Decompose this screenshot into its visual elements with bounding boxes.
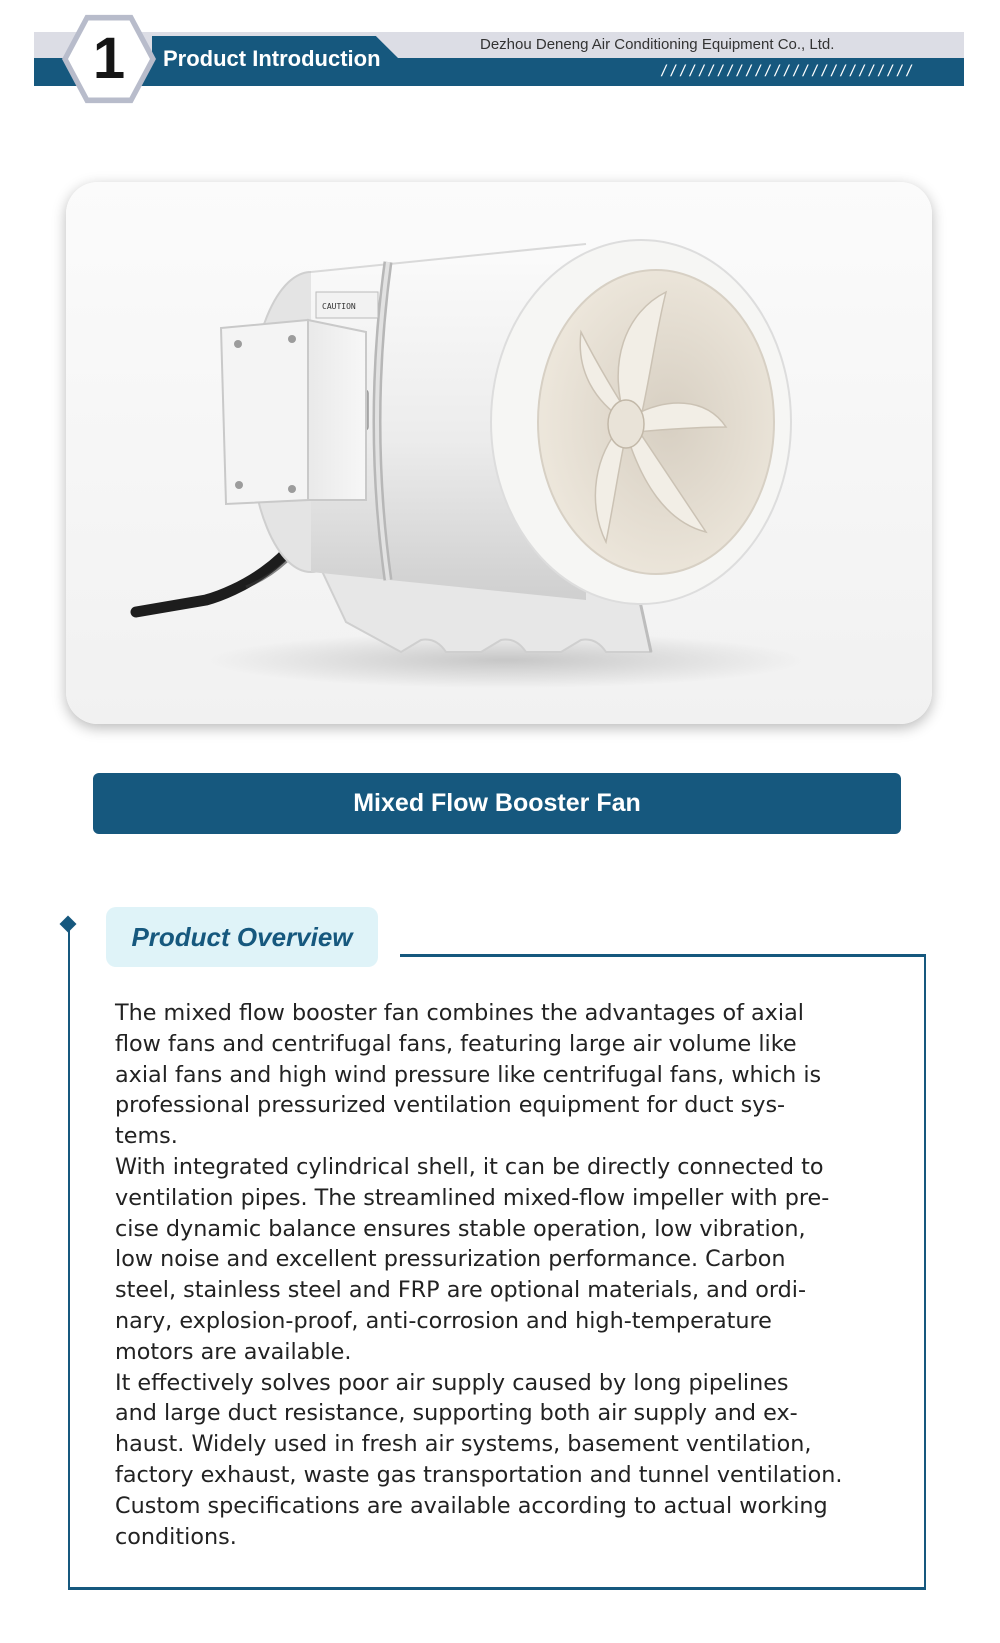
overview-line: ventilation pipes. The streamlined mixed-flow impeller with pre- <box>115 1184 830 1211</box>
section-title: Product Introduction <box>163 46 381 71</box>
caution-label: CAUTION <box>322 302 356 311</box>
overview-line: The mixed flow booster fan combines the advantages of axial <box>115 1000 804 1026</box>
decorative-slashes: /////////////////////////// <box>660 63 915 79</box>
overview-frame-bottom <box>68 1587 926 1590</box>
mixed-flow-fan-illustration <box>66 182 932 724</box>
overview-line: flow fans and centrifugal fans, featuring large air volume like <box>115 1030 797 1057</box>
overview-heading: Product Overview <box>131 922 353 952</box>
overview-line: factory exhaust, waste gas transportation and tunnel ventilation. <box>115 1461 843 1488</box>
impeller-hub <box>608 400 644 448</box>
overview-line: axial fans and high wind pressure like centrifugal fans, which is <box>115 1061 822 1088</box>
overview-line: nary, explosion-proof, anti-corrosion and high-temperature <box>115 1307 772 1334</box>
section-header <box>0 0 1000 120</box>
overview-line: professional pressurized ventilation equipment for duct sys- <box>115 1092 786 1119</box>
overview-line: low noise and excellent pressurization performance. Carbon <box>115 1246 786 1273</box>
overview-line: motors are available. <box>115 1338 352 1365</box>
overview-frame-left <box>68 928 70 1589</box>
overview-line: Custom specifications are available according to actual working <box>115 1492 828 1519</box>
overview-line: With integrated cylindrical shell, it can be directly connected to <box>115 1153 824 1180</box>
overview-line: conditions. <box>115 1523 237 1550</box>
section-number: 1 <box>92 26 126 91</box>
overview-frame-top <box>400 954 926 957</box>
overview-line: It effectively solves poor air supply caused by long pipelines <box>115 1369 789 1396</box>
company-name: Dezhou Deneng Air Conditioning Equipment Co., Ltd. <box>480 36 835 53</box>
overview-line: haust. Widely used in fresh air systems, basement ventilation, <box>115 1431 812 1458</box>
overview-heading-tab <box>106 907 378 967</box>
product-photo <box>66 182 932 724</box>
product-name: Mixed Flow Booster Fan <box>353 789 641 817</box>
junction-box <box>221 320 308 504</box>
overview-line: and large duct resistance, supporting both air supply and ex- <box>115 1400 798 1427</box>
overview-line: cise dynamic balance ensures stable operation, low vibration, <box>115 1215 806 1242</box>
diamond-bullet-icon <box>60 916 77 933</box>
product-name-bar <box>93 773 901 834</box>
overview-frame-right <box>924 954 926 1590</box>
overview-line: steel, stainless steel and FRP are optional materials, and ordi- <box>115 1277 807 1304</box>
overview-body <box>115 998 895 1552</box>
overview-line: tems. <box>115 1123 178 1150</box>
